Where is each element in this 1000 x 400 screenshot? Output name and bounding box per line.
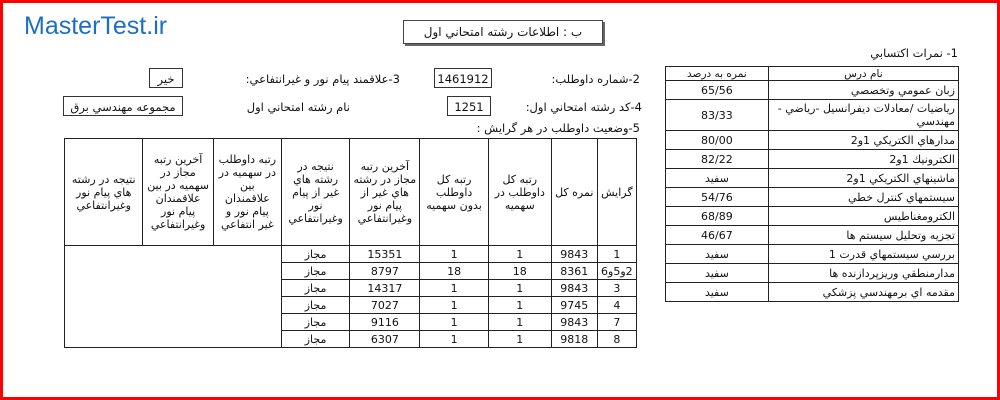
grade-score-cell: 68/89	[666, 207, 769, 226]
status-cell-branch: 7	[597, 314, 636, 331]
grade-score-cell: سفيد	[666, 169, 769, 188]
grades-row	[666, 188, 959, 207]
status-header-pn-result: نتيجه در رشته هاي پيام نور وغيرانتفاعي	[65, 139, 143, 246]
candidate-number-field: 1461912	[434, 68, 492, 88]
status-cell-rank-no-quota: 1	[420, 297, 488, 314]
status-header-rank-quota: رتبه كل داوطلب در سهميه	[488, 139, 551, 246]
status-header-rank-no-quota: رتبه كل داوطلب بدون سهميه	[420, 139, 488, 246]
grades-row	[666, 245, 959, 264]
status-header-last-rank: آخرين رتبه مجاز در رشته هاي غير از پيام نور وغيرانتفاعي	[350, 139, 420, 246]
grades-header-score: نمره به درصد	[666, 67, 769, 81]
status-cell-total: 8361	[551, 263, 597, 280]
section-title: ب : اطلاعات رشته امتحاني اول	[403, 20, 603, 44]
grade-course-cell: مدارهاي الكتريكي 1و2	[768, 131, 958, 150]
grade-course-cell: سيستمهاي كنترل خطي	[768, 188, 958, 207]
exam-name-field: مجموعه مهندسي برق	[63, 96, 183, 116]
grade-course-cell: رياضيات /معادلات ديفرانسيل -رياضي - مهندسي	[768, 100, 958, 131]
exam-code-field: 1251	[447, 96, 491, 116]
grade-score-cell: 46/67	[666, 226, 769, 245]
status-cell-branch: 1	[597, 246, 636, 263]
status-cell-result: مجاز	[281, 246, 349, 263]
grades-row	[666, 81, 959, 100]
status-header-branch: گرايش	[597, 139, 636, 246]
status-cell-rank-quota: 1	[488, 314, 551, 331]
status-cell-last-rank: 14317	[350, 280, 420, 297]
status-cell-last-rank: 15351	[350, 246, 420, 263]
grade-course-cell: مدارمنطقي وريزپردازنده ها	[768, 264, 958, 283]
grades-row	[666, 169, 959, 188]
grade-score-cell: 83/33	[666, 100, 769, 131]
grade-course-cell: زبان عمومي وتخصصي	[768, 81, 958, 100]
exam-code-label: 4-كد رشته امتحاني اول:	[525, 100, 642, 114]
status-cell-rank-no-quota: 1	[420, 280, 488, 297]
status-cell-rank-no-quota: 1	[420, 314, 488, 331]
status-cell-result: مجاز	[281, 331, 349, 348]
status-header-result: نتيجه در رشته هاي غير از پيام نور وغيرانتفاعي	[281, 139, 349, 246]
status-cell-rank-no-quota: 1	[420, 331, 488, 348]
status-cell-total: 9818	[551, 331, 597, 348]
status-header-pn-rank: رتبه داوطلب در سهميه در بين علاقمندان پيام نور و غير انتفاعي	[213, 139, 281, 246]
status-cell-rank-quota: 1	[488, 297, 551, 314]
grades-table	[665, 66, 959, 302]
grade-score-cell: 82/22	[666, 150, 769, 169]
exam-name-label: نام رشته امتحاني اول	[246, 100, 350, 114]
grade-course-cell: تجزيه وتحليل سيستم ها	[768, 226, 958, 245]
payam-noor-field: خير	[149, 68, 183, 88]
grade-score-cell: سفيد	[666, 264, 769, 283]
grade-course-cell: الكترومغناطيس	[768, 207, 958, 226]
grade-score-cell: 65/56	[666, 81, 769, 100]
watermark-text: MasterTest.ir	[24, 12, 168, 40]
status-cell-total: 9745	[551, 297, 597, 314]
status-cell-last-rank: 6307	[350, 331, 420, 348]
candidate-number-label: 2-شماره داوطلب:	[551, 72, 640, 86]
status-cell-last-rank: 8797	[350, 263, 420, 280]
status-cell-rank-quota: 1	[488, 246, 551, 263]
status-cell-total: 9843	[551, 280, 597, 297]
grades-row	[666, 100, 959, 131]
payam-noor-label: 3-علاقمند پيام نور و غيرانتفاعي:	[245, 72, 400, 86]
grade-score-cell: 80/00	[666, 131, 769, 150]
grades-header-course: نام درس	[768, 67, 958, 81]
status-cell-rank-quota: 18	[488, 263, 551, 280]
grades-row	[666, 207, 959, 226]
status-header-pn-last-rank: آخرين رتبه مجاز در سهميه در بين علاقمندان پيام نور وغيرانتفاعي	[143, 139, 213, 246]
status-cell-branch: 3	[597, 280, 636, 297]
status-cell-result: مجاز	[281, 263, 349, 280]
status-cell-branch: 4	[597, 297, 636, 314]
status-cell-result: مجاز	[281, 280, 349, 297]
grades-row	[666, 226, 959, 245]
status-cell-rank-no-quota: 1	[420, 246, 488, 263]
grade-course-cell: الكترونيك 1و2	[768, 150, 958, 169]
status-cell-result: مجاز	[281, 314, 349, 331]
status-cell-branch: 8	[597, 331, 636, 348]
grades-row	[666, 131, 959, 150]
status-empty-payam-noor-block	[65, 246, 282, 348]
status-label: 5-وضعيت داوطلب در هر گرايش :	[476, 121, 640, 135]
status-cell-result: مجاز	[281, 297, 349, 314]
grade-course-cell: ماشينهاي الكتريكي 1و2	[768, 169, 958, 188]
status-cell-rank-quota: 1	[488, 331, 551, 348]
status-cell-branch: 2و5و6	[597, 263, 636, 280]
status-row	[65, 246, 637, 263]
grade-course-cell: بررسي سيستمهاي قدرت 1	[768, 245, 958, 264]
grades-row	[666, 264, 959, 283]
grade-score-cell: سفيد	[666, 245, 769, 264]
status-cell-rank-no-quota: 18	[420, 263, 488, 280]
grades-row	[666, 283, 959, 302]
grade-course-cell: مقدمه اي برمهندسي پزشكي	[768, 283, 958, 302]
grade-score-cell: 54/76	[666, 188, 769, 207]
status-cell-total: 9843	[551, 314, 597, 331]
grades-row	[666, 150, 959, 169]
status-cell-last-rank: 7027	[350, 297, 420, 314]
status-cell-last-rank: 9116	[350, 314, 420, 331]
acquired-grades-label: 1- نمرات اكتسابي	[870, 46, 958, 60]
grade-score-cell: سفيد	[666, 283, 769, 302]
status-cell-total: 9843	[551, 246, 597, 263]
status-table	[64, 138, 637, 348]
status-header-total: نمره كل	[551, 139, 597, 246]
status-cell-rank-quota: 1	[488, 280, 551, 297]
